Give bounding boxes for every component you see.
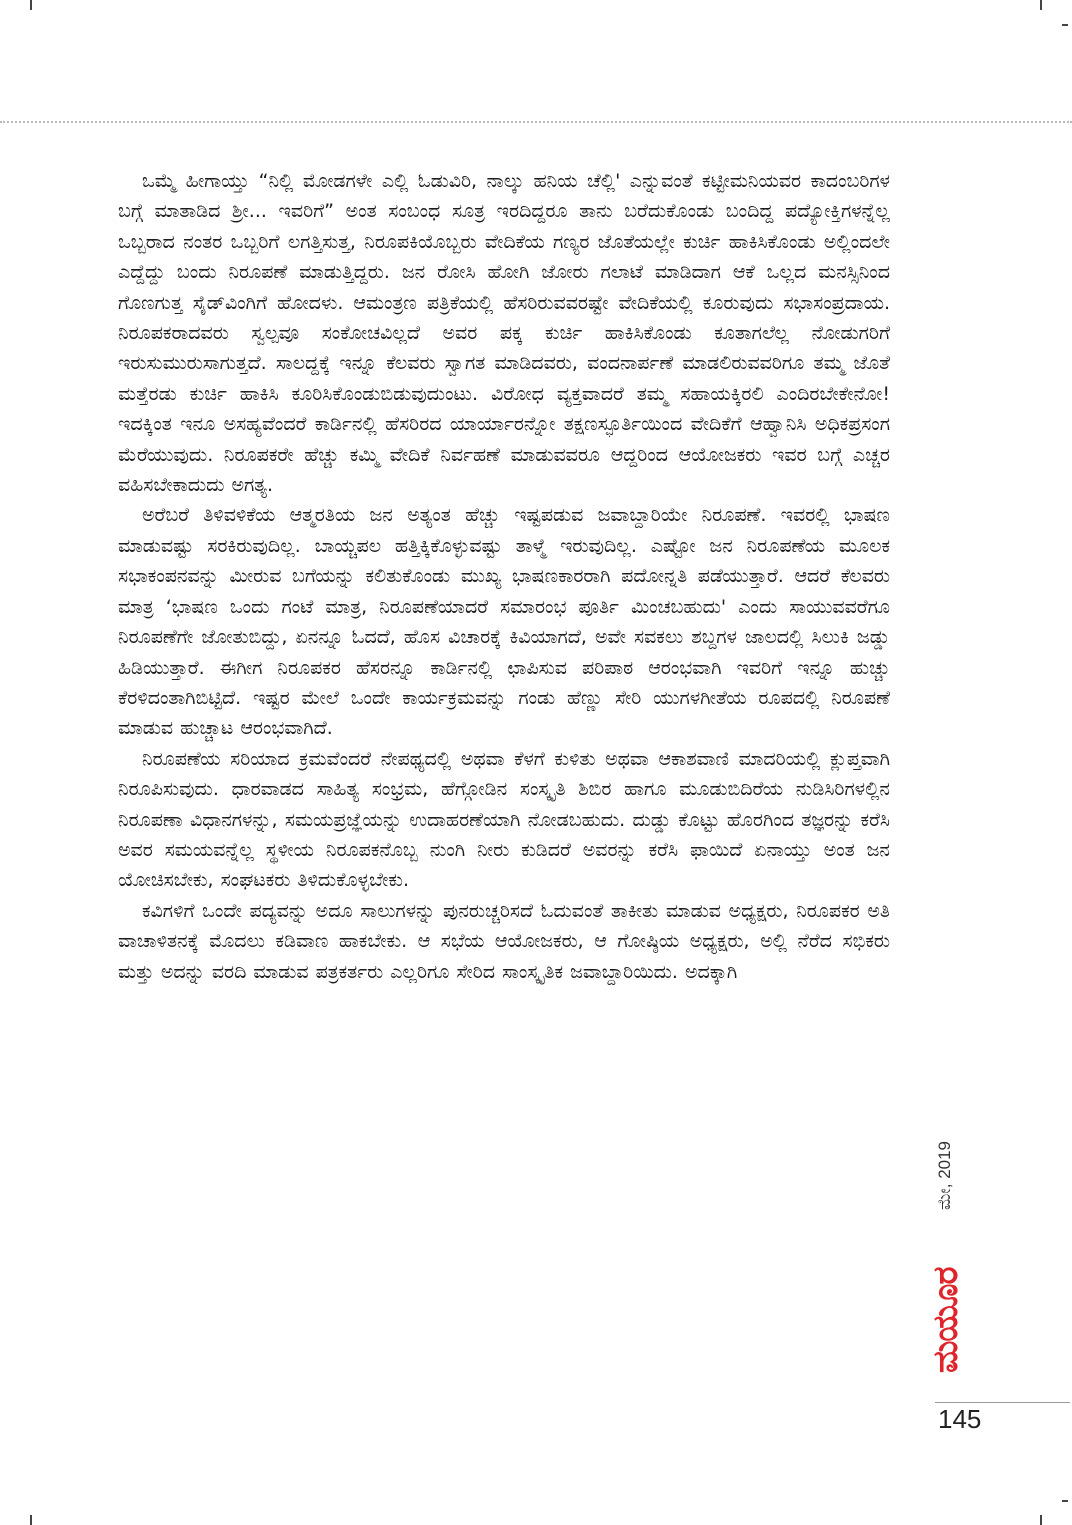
crop-mark [30,0,32,10]
page-number-rule [935,1402,1070,1403]
page-number: 145 [938,1404,982,1434]
magazine-logo: ಮಯೂರ [926,1267,966,1373]
article-paragraph: ಒಮ್ಮೆ ಹೀಗಾಯ್ತು “ನಿಲ್ಲಿ ಮೋಡಗಳೇ ಎಲ್ಲಿ ಓಡುವಿರಿ, ನಾಲ್ಕು ಹನಿಯ ಚೆಲ್ಲಿ' ಎನ್ನುವಂತೆ ಕಟ್ಟೀಮನಿಯವರ ಕಾದಂಬರಿಗಳ ಬಗ್ಗೆ ಮಾತಾಡಿದ ಶ್ರೀ... ಇವರಿಗೆ” ಅಂತ ಸಂಬಂಧ ಸೂತ್ರ ಇರದಿದ್ದರೂ ತಾನು ಬರೆದುಕೊಂಡು ಬಂದಿದ್ದ ಪದ್ಯೋಕ್ತಿಗಳನ್ನೆಲ್ಲ ಒಬ್ಬರಾದ ನಂತರ ಒಬ್ಬರಿಗೆ ಲಗತ್ತಿಸುತ್ತ, ನಿರೂಪಕಿಯೊಬ್ಬರು ವೇದಿಕೆಯ ಗಣ್ಯರ ಜೊತೆಯಲ್ಲೇ ಕುರ್ಚಿ ಹಾಕಿಸಿಕೊಂಡು ಅಲ್ಲಿಂದಲೇ ಎದ್ದೆದ್ದು ಬಂದು ನಿರೂಪಣೆ ಮಾಡುತ್ತಿದ್ದರು. ಜನ ರೋಸಿ ಹೋಗಿ ಜೋರು ಗಲಾಟೆ ಮಾಡಿದಾಗ ಆಕೆ ಒಲ್ಲದ ಮನಸ್ಸಿನಿಂದ ಗೊಣಗುತ್ತ ಸೈಡ್‌ವಿಂಗಿಗೆ ಹೋದಳು. ಆಮಂತ್ರಣ ಪತ್ರಿಕೆಯಲ್ಲಿ ಹೆಸರಿರುವವರಷ್ಟೇ ವೇದಿಕೆಯಲ್ಲಿ ಕೂರುವುದು ಸಭಾಸಂಪ್ರದಾಯ. ನಿರೂಪಕರಾದವರು ಸ್ವಲ್ಪವೂ ಸಂಕೋಚವಿಲ್ಲದೆ ಅವರ ಪಕ್ಕ ಕುರ್ಚಿ ಹಾಕಿಸಿಕೊಂಡು ಕೂತಾಗಲೆಲ್ಲ ನೋಡುಗರಿಗೆ ಇರುಸುಮುರುಸಾಗುತ್ತದೆ. ಸಾಲದ್ದಕ್ಕೆ ಇನ್ನೂ ಕೆಲವರು ಸ್ವಾಗತ ಮಾಡಿದವರು, ವಂದನಾರ್ಪಣೆ ಮಾಡಲಿರುವವರಿಗೂ ತಮ್ಮ ಜೊತೆ ಮತ್ತೆರಡು ಕುರ್ಚಿ ಹಾಕಿಸಿ ಕೂರಿಸಿಕೊಂಡುಬಿಡುವುದುಂಟು. ವಿರೋಧ ವ್ಯಕ್ತವಾದರೆ ತಮ್ಮ ಸಹಾಯಕ್ಕಿರಲಿ ಎಂದಿರಬೇಕೇನೋ! ಇದಕ್ಕಿಂತ ಇನೂ ಅಸಹ್ಯವೆಂದರೆ ಕಾರ್ಡಿನಲ್ಲಿ ಹೆಸರಿರದ ಯಾರ್ಯಾರನ್ನೋ ತಕ್ಷಣಸ್ಫೂರ್ತಿಯಿಂದ ವೇದಿಕೆಗೆ ಆಹ್ವಾನಿಸಿ ಅಧಿಕಪ್ರಸಂಗ ಮೆರೆಯುವುದು. ನಿರೂಪಕರೇ ಹೆಚ್ಚು ಕಮ್ಮಿ ವೇದಿಕೆ ನಿರ್ವಹಣೆ ಮಾಡುವವರೂ ಆದ್ದರಿಂದ ಆಯೋಜಕರು ಇವರ ಬಗ್ಗೆ ಎಚ್ಚರ ವಹಿಸಬೇಕಾದುದು ಅಗತ್ಯ. [118,170,890,497]
crop-mark [1062,24,1068,26]
crop-mark [30,1515,32,1525]
crop-mark [1062,1500,1068,1502]
crop-mark [1040,0,1042,10]
header-dotted-divider [0,121,1072,123]
article-paragraph: ಅರೆಬರೆ ತಿಳಿವಳಿಕೆಯ ಆತ್ಮರತಿಯ ಜನ ಅತ್ಯಂತ ಹೆಚ್ಚು ಇಷ್ಟಪಡುವ ಜವಾಬ್ದಾರಿಯೇ ನಿರೂಪಣೆ. ಇವರಲ್ಲಿ ಭಾಷಣ ಮಾಡುವಷ್ಟು ಸರಕಿರುವುದಿಲ್ಲ. ಬಾಯ್ಚಪಲ ಹತ್ತಿಕ್ಕಿಕೊಳ್ಳುವಷ್ಟು ತಾಳ್ಮೆ ಇರುವುದಿಲ್ಲ. ಎಷ್ಟೋ ಜನ ನಿರೂಪಣೆಯ ಮೂಲಕ ಸಭಾಕಂಪನವನ್ನು ಮೀರುವ ಬಗೆಯನ್ನು ಕಲಿತುಕೊಂಡು ಮುಖ್ಯ ಭಾಷಣಕಾರರಾಗಿ ಪದೋನ್ನತಿ ಪಡೆಯುತ್ತಾರೆ. ಆದರೆ ಕೆಲವರು ಮಾತ್ರ ‘ಭಾಷಣ ಒಂದು ಗಂಟೆ ಮಾತ್ರ, ನಿರೂಪಣೆಯಾದರೆ ಸಮಾರಂಭ ಪೂರ್ತಿ ಮಿಂಚಬಹುದು' ಎಂದು ಸಾಯುವವರೆಗೂ ನಿರೂಪಣೆಗೇ ಜೋತುಬಿದ್ದು, ಏನನ್ನೂ ಓದದೆ, ಹೊಸ ವಿಚಾರಕ್ಕೆ ಕಿವಿಯಾಗದೆ, ಅವೇ ಸವಕಲು ಶಬ್ದಗಳ ಜಾಲದಲ್ಲಿ ಸಿಲುಕಿ ಜಡ್ಡು ಹಿಡಿಯುತ್ತಾರೆ. ಈಗೀಗ ನಿರೂಪಕರ ಹೆಸರನ್ನೂ ಕಾರ್ಡಿನಲ್ಲಿ ಛಾಪಿಸುವ ಪರಿಪಾಠ ಆರಂಭವಾಗಿ ಇವರಿಗೆ ಇನ್ನೂ ಹುಚ್ಚು ಕೆರಳಿದಂತಾಗಿಬಿಟ್ಟಿದೆ. ಇಷ್ಟರ ಮೇಲೆ ಒಂದೇ ಕಾರ್ಯಕ್ರಮವನ್ನು ಗಂಡು ಹೆಣ್ಣು ಸೇರಿ ಯುಗಳಗೀತೆಯ ರೂಪದಲ್ಲಿ ನಿರೂಪಣೆ ಮಾಡುವ ಹುಚ್ಚಾಟ ಆರಂಭವಾಗಿದೆ. [118,504,890,740]
article-paragraph: ನಿರೂಪಣೆಯ ಸರಿಯಾದ ಕ್ರಮವೆಂದರೆ ನೇಪಥ್ಯದಲ್ಲಿ ಅಥವಾ ಕೆಳಗೆ ಕುಳಿತು ಅಥವಾ ಆಕಾಶವಾಣಿ ಮಾದರಿಯಲ್ಲಿ ಕ್ಲುಪ್ತವಾಗಿ ನಿರೂಪಿಸುವುದು. ಧಾರವಾಡದ ಸಾಹಿತ್ಯ ಸಂಭ್ರಮ, ಹೆಗ್ಗೋಡಿನ ಸಂಸ್ಕೃತಿ ಶಿಬಿರ ಹಾಗೂ ಮೂಡುಬಿದಿರೆಯ ನುಡಿಸಿರಿಗಳಲ್ಲಿನ ನಿರೂಪಣಾ ವಿಧಾನಗಳನ್ನು, ಸಮಯಪ್ರಜ್ಞೆಯನ್ನು ಉದಾಹರಣೆಯಾಗಿ ನೋಡಬಹುದು. ದುಡ್ಡು ಕೊಟ್ಟು ಹೊರಗಿಂದ ತಜ್ಞರನ್ನು ಕರೆಸಿ ಅವರ ಸಮಯವನ್ನೆಲ್ಲ ಸ್ಥಳೀಯ ನಿರೂಪಕನೊಬ್ಬ ನುಂಗಿ ನೀರು ಕುಡಿದರೆ ಅವರನ್ನು ಕರೆಸಿ ಫಾಯಿದೆ ಏನಾಯ್ತು ಅಂತ ಜನ ಯೋಚಿಸಬೇಕು, ಸಂಘಟಕರು ತಿಳಿದುಕೊಳ್ಳಬೇಕು. [118,747,890,892]
crop-mark [1040,1515,1042,1525]
article-paragraph: ಕವಿಗಳಿಗೆ ಒಂದೇ ಪದ್ಯವನ್ನು ಅದೂ ಸಾಲುಗಳನ್ನು ಪುನರುಚ್ಚರಿಸದೆ ಓದುವಂತೆ ತಾಕೀತು ಮಾಡುವ ಅಧ್ಯಕ್ಷರು, ನಿರೂಪಕರ ಅತಿ ವಾಚಾಳಿತನಕ್ಕೆ ಮೊದಲು ಕಡಿವಾಣ ಹಾಕಬೇಕು. ಆ ಸಭೆಯ ಆಯೋಜಕರು, ಆ ಗೋಷ್ಠಿಯ ಅಧ್ಯಕ್ಷರು, ಅಲ್ಲಿ ನೆರೆದ ಸಭಿಕರು ಮತ್ತು ಅದನ್ನು ವರದಿ ಮಾಡುವ ಪತ್ರಕರ್ತರು ಎಲ್ಲರಿಗೂ ಸೇರಿದ ಸಾಂಸ್ಕೃತಿಕ ಜವಾಬ್ದಾರಿಯಿದು. ಅದಕ್ಕಾಗಿ [118,899,890,983]
article-body [118,166,890,987]
issue-date: ಮೇ, 2019 [935,1140,954,1210]
